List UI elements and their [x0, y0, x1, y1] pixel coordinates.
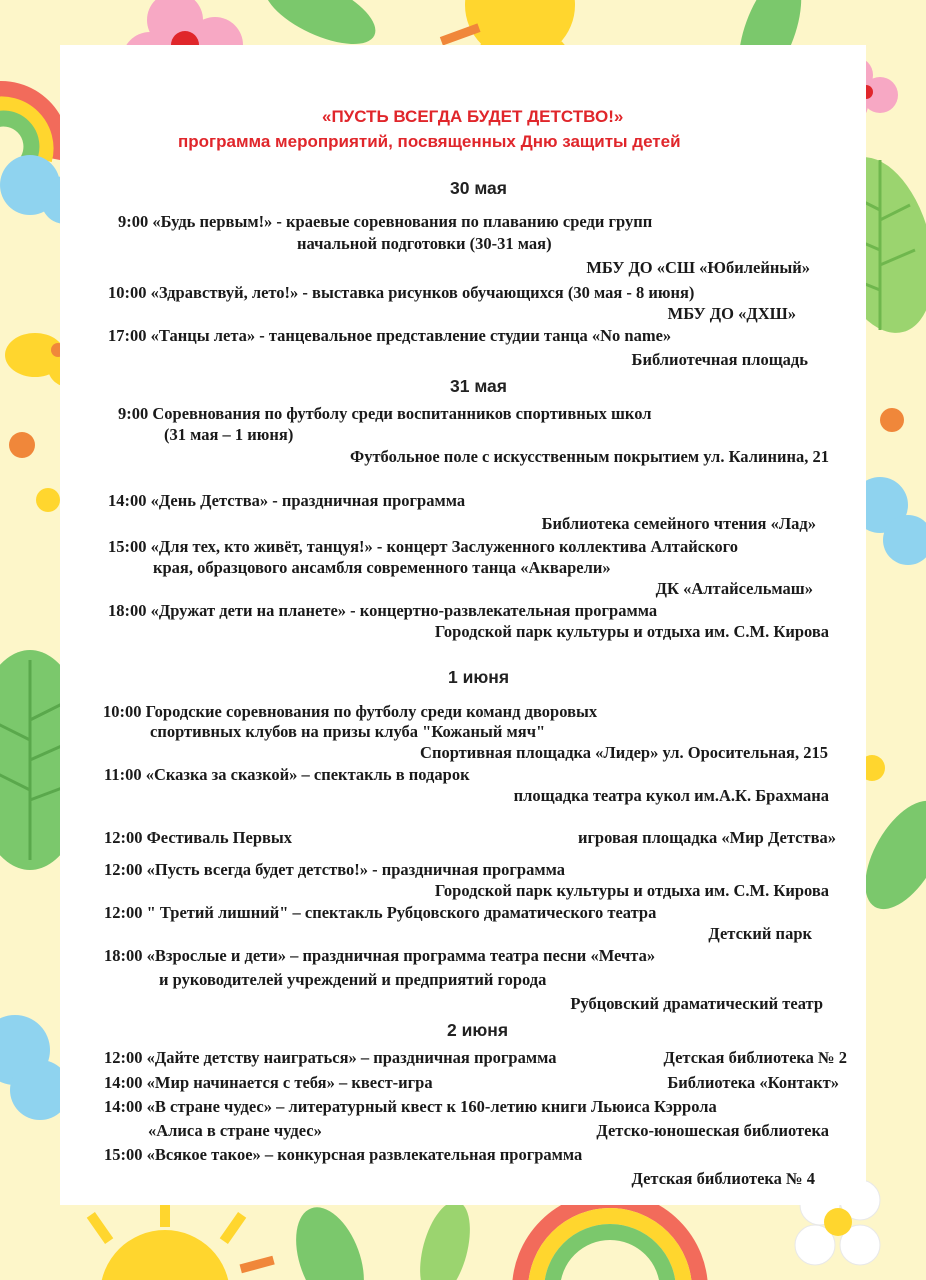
- sun-icon: [87, 1195, 275, 1280]
- event-venue: МБУ ДО «ДХШ»: [667, 304, 796, 323]
- rainbow-icon: [520, 1200, 700, 1280]
- dot-icon: [880, 408, 904, 432]
- event-line: (31 мая – 1 июня): [164, 425, 294, 444]
- event-line: 15:00 «Всякое такое» – конкурсная развлекательная программа: [104, 1145, 583, 1164]
- event-venue: Детско-юношеская библиотека: [596, 1121, 829, 1140]
- event-line: «Алиса в стране чудес»: [148, 1121, 322, 1140]
- event-venue: Городской парк культуры и отдыха им. С.М. Кирова: [434, 622, 829, 641]
- event-line: 9:00 Соревнования по футболу среди воспитанников спортивных школ: [118, 404, 652, 423]
- event-line: 15:00 «Для тех, кто живёт, танцуя!» - концерт Заслуженного коллектива Алтайского: [108, 537, 738, 556]
- leaf-icon: [411, 1196, 479, 1280]
- leaf-icon: [283, 1198, 377, 1280]
- day-heading: 1 июня: [448, 667, 510, 687]
- dot-icon: [9, 432, 35, 458]
- day-heading: 30 мая: [450, 178, 507, 198]
- event-line: 12:00 «Дайте детству наиграться» – праздничная программа: [104, 1048, 557, 1067]
- event-venue: Библиотека «Контакт»: [667, 1073, 839, 1092]
- event-line: и руководителей учреждений и предприятий города: [159, 970, 547, 989]
- day-heading: 2 июня: [447, 1020, 509, 1040]
- event-venue: Футбольное поле с искусственным покрытием ул. Калинина, 21: [350, 447, 829, 466]
- event-line: края, образцового ансамбля современного танца «Акварели»: [153, 558, 611, 577]
- event-line: спортивных клубов на призы клуба "Кожаный мяч": [150, 722, 546, 741]
- event-venue: МБУ ДО «СШ «Юбилейный»: [586, 258, 810, 277]
- event-venue: Рубцовский драматический театр: [570, 994, 823, 1013]
- event-line: начальной подготовки (30-31 мая): [297, 234, 552, 253]
- event-venue: ДК «Алтайсельмаш»: [655, 579, 813, 598]
- event-venue: Городской парк культуры и отдыха им. С.М. Кирова: [434, 881, 829, 900]
- page-subtitle: программа мероприятий, посвященных Дню защиты детей: [178, 132, 681, 151]
- event-line: 18:00 «Дружат дети на планете» - концертно-развлекательная программа: [108, 601, 658, 620]
- event-line: 10:00 Городские соревнования по футболу среди команд дворовых: [103, 702, 598, 721]
- event-venue: Детская библиотека № 2: [663, 1048, 847, 1067]
- event-line: 11:00 «Сказка за сказкой» – спектакль в подарок: [104, 765, 470, 784]
- event-venue: Спортивная площадка «Лидер» ул. Оросительная, 215: [420, 743, 828, 762]
- event-venue: Библиотека семейного чтения «Лад»: [541, 514, 816, 533]
- event-venue: Детская библиотека № 4: [631, 1169, 815, 1188]
- event-line: 18:00 «Взрослые и дети» – праздничная программа театра песни «Мечта»: [104, 946, 656, 965]
- event-line: 12:00 " Третий лишний" – спектакль Рубцовского драматического театра: [104, 903, 657, 922]
- event-line: 14:00 «В стране чудес» – литературный квест к 160-летию книги Льюиса Кэррола: [104, 1097, 717, 1116]
- event-line: 10:00 «Здравствуй, лето!» - выставка рисунков обучающихся (30 мая - 8 июня): [108, 283, 695, 302]
- rainbow-icon: [0, 89, 61, 160]
- event-venue: игровая площадка «Мир Детства»: [577, 828, 836, 847]
- event-line: 12:00 Фестиваль Первых: [104, 828, 293, 847]
- event-venue: площадка театра кукол им.А.К. Брахмана: [513, 786, 829, 805]
- event-line: 12:00 «Пусть всегда будет детство!» - праздничная программа: [104, 860, 565, 879]
- event-line: 14:00 «День Детства» - праздничная программа: [108, 491, 466, 510]
- dot-icon: [36, 488, 60, 512]
- event-line: 14:00 «Мир начинается с тебя» – квест-игра: [104, 1073, 433, 1092]
- event-venue: Библиотечная площадь: [631, 350, 808, 369]
- page-title: «ПУСТЬ ВСЕГДА БУДЕТ ДЕТСТВО!»: [322, 107, 624, 126]
- event-venue: Детский парк: [708, 924, 812, 943]
- event-line: 17:00 «Танцы лета» - танцевальное представление студии танца «No name»: [108, 326, 672, 345]
- day-heading: 31 мая: [450, 376, 507, 396]
- event-line: 9:00 «Будь первым!» - краевые соревнования по плаванию среди групп: [118, 212, 653, 231]
